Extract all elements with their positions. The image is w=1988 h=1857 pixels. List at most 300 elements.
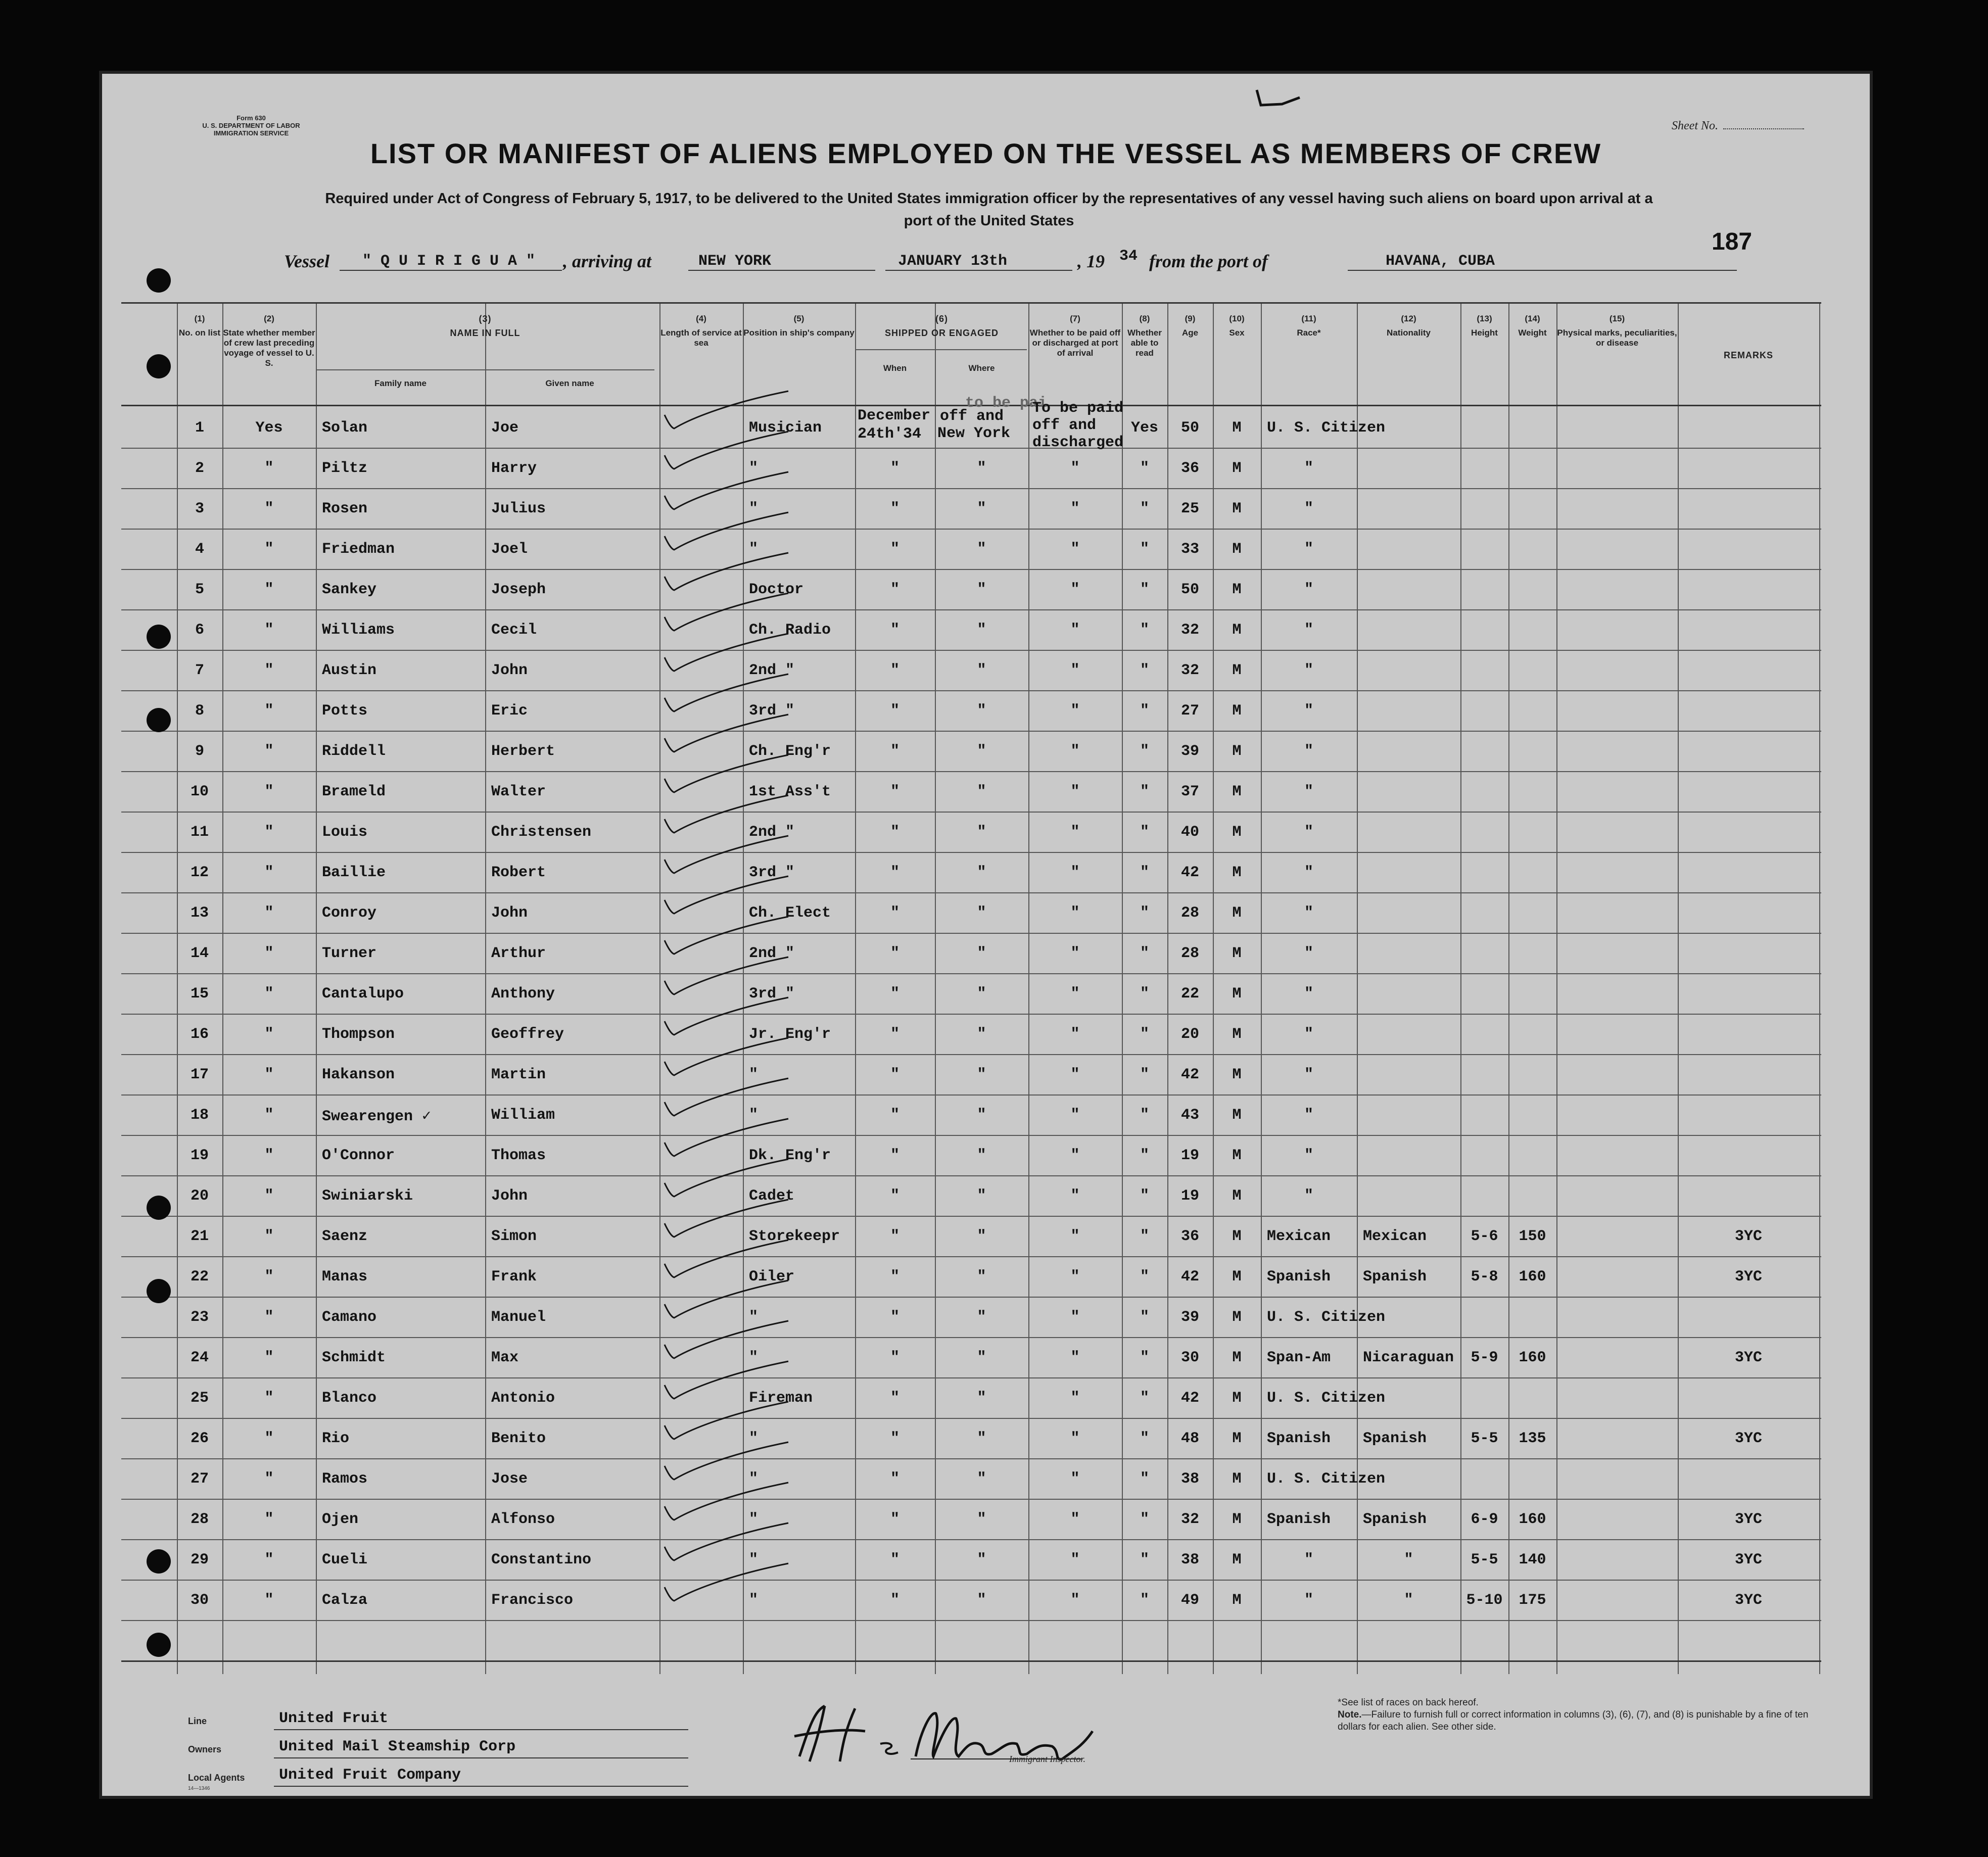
cell-shipped-where: " xyxy=(977,1430,986,1447)
cell-given-name: Walter xyxy=(491,783,546,800)
cell-age: 43 xyxy=(1180,1107,1199,1124)
tick-mark-icon xyxy=(662,670,793,716)
cell-able-to-read: " xyxy=(1140,1026,1149,1043)
cell-weight: 160 xyxy=(1519,1511,1546,1528)
cell-shipped-where: " xyxy=(977,945,986,962)
cell-remarks: 3YC xyxy=(1734,1349,1762,1366)
cell-weight: 140 xyxy=(1519,1551,1546,1568)
cell-able-to-read: " xyxy=(1140,702,1149,720)
cell-sex: M xyxy=(1232,1268,1242,1285)
row1-where-line2: New York xyxy=(937,425,1011,442)
cell-weight: 135 xyxy=(1519,1430,1546,1447)
cell-race: " xyxy=(1304,1592,1313,1609)
cell-shipped-when: " xyxy=(890,1511,900,1528)
cell-row-number: 30 xyxy=(190,1592,209,1609)
tick-mark-icon xyxy=(662,1438,793,1484)
cell-position: Ch. Elect xyxy=(749,904,831,922)
cell-shipped-where: " xyxy=(977,985,986,1003)
cell-shipped-where: " xyxy=(977,1349,986,1366)
cell-able-to-read: " xyxy=(1140,1390,1149,1407)
tick-mark-icon xyxy=(662,1034,793,1079)
cell-shipped-when: " xyxy=(890,622,900,639)
cell-paid-off: " xyxy=(1070,1228,1080,1245)
table-row xyxy=(121,488,1821,529)
col-header-race: (11) Race* xyxy=(1297,314,1321,338)
cell-age: 50 xyxy=(1180,419,1199,437)
cell-shipped-where: " xyxy=(977,1066,986,1083)
cell-paid-off: " xyxy=(1070,743,1080,760)
cell-shipped-when: " xyxy=(890,864,900,881)
tick-mark-icon xyxy=(662,791,793,837)
cell-race: Spanish xyxy=(1267,1430,1331,1447)
cell-paid-off: " xyxy=(1070,904,1080,922)
cell-given-name: Anthony xyxy=(491,985,555,1003)
cell-given-name: Francisco xyxy=(491,1592,574,1609)
tick-mark-icon xyxy=(662,508,793,554)
cell-row-number: 4 xyxy=(195,541,204,558)
subtitle-line-2: port of the United States xyxy=(904,213,1074,229)
cell-row-number: 3 xyxy=(195,500,204,517)
cell-row-number: 18 xyxy=(190,1107,209,1124)
tick-mark-icon xyxy=(662,1398,793,1443)
tick-mark-icon xyxy=(662,1155,793,1201)
cell-age: 39 xyxy=(1180,743,1199,760)
cell-given-name: John xyxy=(491,904,528,922)
cell-family-name: Swearengen ✓ xyxy=(322,1108,432,1125)
table-row xyxy=(121,448,1821,488)
cell-position: " xyxy=(749,1430,759,1447)
cell-shipped-where: " xyxy=(977,1147,986,1164)
punch-hole xyxy=(147,354,171,378)
service-name: IMMIGRATION SERVICE xyxy=(213,129,289,137)
cell-paid-off: " xyxy=(1070,864,1080,881)
cell-position: 3rd " xyxy=(749,985,795,1003)
tick-mark-icon xyxy=(662,427,793,473)
cell-able-to-read: " xyxy=(1140,1309,1149,1326)
subtitle xyxy=(168,187,1810,232)
cell-row-number: 26 xyxy=(190,1430,209,1447)
cell-race: Spanish xyxy=(1267,1511,1331,1528)
col-header-nationality: (12) Nationality xyxy=(1387,314,1431,338)
cell-able-to-read: " xyxy=(1140,824,1149,841)
row1-when-line2: 24th'34 xyxy=(858,425,922,443)
col-header-family-name: Family name xyxy=(374,378,427,388)
col-header-physical-marks: (15) Physical marks, peculiarities, or disease xyxy=(1557,314,1677,348)
cell-row-number: 17 xyxy=(190,1066,209,1083)
cell-family-name: Calza xyxy=(322,1592,368,1609)
cell-previous-voyage: " xyxy=(264,622,274,639)
cell-age: 49 xyxy=(1180,1592,1199,1609)
cell-able-to-read: " xyxy=(1140,864,1149,881)
local-agents-label: Local Agents xyxy=(188,1773,245,1783)
cell-position: Dk. Eng'r xyxy=(749,1147,831,1164)
cell-position: " xyxy=(749,1309,759,1326)
cell-row-number: 5 xyxy=(195,581,204,598)
cell-given-name: William xyxy=(491,1107,555,1124)
cell-paid-off: " xyxy=(1070,622,1080,639)
cell-previous-voyage: " xyxy=(264,662,274,679)
cell-family-name: Rosen xyxy=(322,500,368,517)
table-row xyxy=(121,1094,1821,1135)
cell-shipped-where: " xyxy=(977,1026,986,1043)
col-header-age: (9) Age xyxy=(1181,314,1199,338)
cell-previous-voyage: Yes xyxy=(255,419,283,437)
cell-nationality: " xyxy=(1404,1551,1413,1568)
cell-row-number: 12 xyxy=(190,864,209,881)
cell-weight: 150 xyxy=(1519,1228,1546,1245)
cell-sex: M xyxy=(1232,1066,1242,1083)
cell-paid-off: " xyxy=(1070,783,1080,800)
cell-age: 30 xyxy=(1180,1349,1199,1366)
cell-previous-voyage: " xyxy=(264,1309,274,1326)
cell-sex: M xyxy=(1232,541,1242,558)
tick-mark-icon xyxy=(662,549,793,594)
cell-row-number: 15 xyxy=(190,985,209,1003)
cell-previous-voyage: " xyxy=(264,1147,274,1164)
table-row xyxy=(121,1580,1821,1620)
cell-able-to-read: " xyxy=(1140,1430,1149,1447)
cell-age: 33 xyxy=(1180,541,1199,558)
table-row xyxy=(121,731,1821,771)
table-row xyxy=(121,1256,1821,1297)
cell-shipped-where: " xyxy=(977,500,986,517)
check-mark-icon xyxy=(1252,85,1307,115)
cell-position: " xyxy=(749,1349,759,1366)
cell-able-to-read: " xyxy=(1140,743,1149,760)
cell-shipped-where: " xyxy=(977,581,986,598)
cell-position: 1st Ass't xyxy=(749,783,831,800)
cell-race: " xyxy=(1304,904,1313,922)
cell-family-name: Solan xyxy=(322,419,368,437)
tick-mark-icon xyxy=(662,913,793,958)
cell-position: " xyxy=(749,1551,759,1568)
cell-able-to-read: " xyxy=(1140,1066,1149,1083)
cell-able-to-read: " xyxy=(1140,1470,1149,1488)
table-row xyxy=(121,771,1821,812)
cell-race: " xyxy=(1304,541,1313,558)
table-row xyxy=(121,1054,1821,1094)
cell-given-name: Constantino xyxy=(491,1551,592,1568)
cell-able-to-read: " xyxy=(1140,783,1149,800)
cell-shipped-where: " xyxy=(977,541,986,558)
cell-family-name: Blanco xyxy=(322,1390,377,1407)
cell-able-to-read: " xyxy=(1140,1147,1149,1164)
cell-race: " xyxy=(1304,500,1313,517)
cell-paid-off: " xyxy=(1070,1026,1080,1043)
cell-race: U. S. Citizen xyxy=(1267,419,1386,437)
cell-row-number: 8 xyxy=(195,702,204,720)
cell-height: 5-6 xyxy=(1471,1228,1498,1245)
cell-position: 2nd " xyxy=(749,824,795,841)
cell-age: 48 xyxy=(1180,1430,1199,1447)
cell-previous-voyage: " xyxy=(264,1066,274,1083)
cell-previous-voyage: " xyxy=(264,1228,274,1245)
cell-row-number: 7 xyxy=(195,662,204,679)
cell-shipped-when: " xyxy=(890,1187,900,1205)
cell-given-name: Alfonso xyxy=(491,1511,555,1528)
cell-age: 28 xyxy=(1180,945,1199,962)
cell-family-name: Brameld xyxy=(322,783,386,800)
cell-age: 37 xyxy=(1180,783,1199,800)
cell-previous-voyage: " xyxy=(264,904,274,922)
table-row xyxy=(121,1418,1821,1458)
cell-position: " xyxy=(749,1511,759,1528)
cell-height: 5-5 xyxy=(1471,1430,1498,1447)
cell-race: " xyxy=(1304,581,1313,598)
table-row xyxy=(121,892,1821,933)
cell-height: 5-8 xyxy=(1471,1268,1498,1285)
cell-remarks: 3YC xyxy=(1734,1228,1762,1245)
cell-sex: M xyxy=(1232,419,1242,437)
footer-note xyxy=(1338,1697,1833,1733)
cell-previous-voyage: " xyxy=(264,1268,274,1285)
cell-race: " xyxy=(1304,460,1313,477)
cell-sex: M xyxy=(1232,904,1242,922)
cell-family-name: Cueli xyxy=(322,1551,368,1568)
cell-previous-voyage: " xyxy=(264,1470,274,1488)
cell-family-name: Sankey xyxy=(322,581,377,598)
cell-family-name: Louis xyxy=(322,824,368,841)
cell-position: Ch. Eng'r xyxy=(749,743,831,760)
table-row xyxy=(121,933,1821,973)
cell-shipped-when: " xyxy=(890,743,900,760)
cell-able-to-read: Yes xyxy=(1130,419,1158,437)
cell-weight: 175 xyxy=(1519,1592,1546,1609)
cell-family-name: Camano xyxy=(322,1309,377,1326)
cell-family-name: O'Connor xyxy=(322,1147,395,1164)
cell-race: Span-Am xyxy=(1267,1349,1331,1366)
vessel-line xyxy=(284,248,1800,276)
cell-age: 42 xyxy=(1180,1066,1199,1083)
cell-previous-voyage: " xyxy=(264,581,274,598)
vessel-label: Vessel xyxy=(284,251,329,271)
table-row xyxy=(121,1216,1821,1256)
cell-previous-voyage: " xyxy=(264,702,274,720)
table-row xyxy=(121,1499,1821,1539)
cell-race: " xyxy=(1304,1107,1313,1124)
cell-given-name: John xyxy=(491,662,528,679)
cell-able-to-read: " xyxy=(1140,1349,1149,1366)
punch-hole xyxy=(147,1549,171,1574)
form-info xyxy=(168,114,335,137)
cell-race: " xyxy=(1304,945,1313,962)
table-row xyxy=(121,812,1821,852)
cell-age: 19 xyxy=(1180,1147,1199,1164)
cell-race: " xyxy=(1304,1147,1313,1164)
race-note: *See list of races on back hereof. xyxy=(1338,1697,1479,1708)
cell-position: 2nd " xyxy=(749,662,795,679)
cell-previous-voyage: " xyxy=(264,1511,274,1528)
cell-shipped-when: " xyxy=(890,500,900,517)
cell-shipped-where: " xyxy=(977,622,986,639)
cell-able-to-read: " xyxy=(1140,662,1149,679)
tick-mark-icon xyxy=(662,1357,793,1403)
cell-able-to-read: " xyxy=(1140,1268,1149,1285)
cell-row-number: 6 xyxy=(195,622,204,639)
cell-age: 42 xyxy=(1180,864,1199,881)
cell-position: " xyxy=(749,1107,759,1124)
cell-race: " xyxy=(1304,1551,1313,1568)
tick-mark-icon xyxy=(662,1236,793,1281)
cell-row-number: 27 xyxy=(190,1470,209,1488)
cell-previous-voyage: " xyxy=(264,824,274,841)
cell-race: U. S. Citizen xyxy=(1267,1390,1386,1407)
punch-hole xyxy=(147,268,171,293)
cell-previous-voyage: " xyxy=(264,1430,274,1447)
cell-position: " xyxy=(749,500,759,517)
cell-shipped-when: " xyxy=(890,1349,900,1366)
cell-shipped-where: " xyxy=(977,1390,986,1407)
cell-age: 42 xyxy=(1180,1268,1199,1285)
cell-shipped-when: " xyxy=(890,702,900,720)
cell-row-number: 29 xyxy=(190,1551,209,1568)
cell-sex: M xyxy=(1232,1107,1242,1124)
cell-age: 28 xyxy=(1180,904,1199,922)
table-row xyxy=(121,1539,1821,1580)
cell-previous-voyage: " xyxy=(264,985,274,1003)
cell-shipped-when: " xyxy=(890,824,900,841)
cell-shipped-where: " xyxy=(977,702,986,720)
cell-given-name: Herbert xyxy=(491,743,555,760)
tick-mark-icon xyxy=(662,1276,793,1322)
cell-row-number: 20 xyxy=(190,1187,209,1205)
cell-paid-off: " xyxy=(1070,460,1080,477)
cell-family-name: Hakanson xyxy=(322,1066,395,1083)
cell-position: Musician xyxy=(749,419,822,437)
cell-height: 5-5 xyxy=(1471,1551,1498,1568)
cell-shipped-when: " xyxy=(890,460,900,477)
cell-race: Mexican xyxy=(1267,1228,1331,1245)
cell-remarks: 3YC xyxy=(1734,1551,1762,1568)
table-row xyxy=(121,1458,1821,1499)
cell-given-name: Thomas xyxy=(491,1147,546,1164)
cell-position: " xyxy=(749,1066,759,1083)
cell-given-name: Benito xyxy=(491,1430,546,1447)
cell-previous-voyage: " xyxy=(264,1551,274,1568)
cell-sex: M xyxy=(1232,1592,1242,1609)
cell-shipped-where: " xyxy=(977,783,986,800)
cell-previous-voyage: " xyxy=(264,864,274,881)
cell-age: 36 xyxy=(1180,460,1199,477)
col-header-height: (13) Height xyxy=(1471,314,1498,338)
cell-shipped-where: " xyxy=(977,1107,986,1124)
cell-row-number: 10 xyxy=(190,783,209,800)
cell-previous-voyage: " xyxy=(264,783,274,800)
cell-given-name: Christensen xyxy=(491,824,592,841)
cell-given-name: Joel xyxy=(491,541,528,558)
cell-given-name: Eric xyxy=(491,702,528,720)
footer xyxy=(102,1681,1870,1802)
row1-where-line1: off and xyxy=(940,408,1004,425)
cell-position: " xyxy=(749,460,759,477)
cell-race: Spanish xyxy=(1267,1268,1331,1285)
cell-paid-off: " xyxy=(1070,1430,1080,1447)
cell-shipped-when: " xyxy=(890,1026,900,1043)
cell-nationality: Spanish xyxy=(1363,1268,1427,1285)
col-header-weight: (14) Weight xyxy=(1518,314,1547,338)
cell-paid-off: " xyxy=(1070,1390,1080,1407)
cell-able-to-read: " xyxy=(1140,1511,1149,1528)
cell-paid-off: " xyxy=(1070,581,1080,598)
tick-mark-icon xyxy=(662,1317,793,1362)
cell-position: Ch. Radio xyxy=(749,622,831,639)
col-header-where: Where xyxy=(968,363,995,373)
tick-mark-icon xyxy=(662,1115,793,1160)
page-title: LIST OR MANIFEST OF ALIENS EMPLOYED ON THE VESSEL AS MEMBERS OF CREW xyxy=(370,137,1602,169)
row1-paid-line2: off and xyxy=(1032,417,1097,434)
cell-sex: M xyxy=(1232,945,1242,962)
cell-age: 42 xyxy=(1180,1390,1199,1407)
tick-mark-icon xyxy=(662,872,793,918)
form-number: Form 630 xyxy=(236,114,266,122)
cell-age: 27 xyxy=(1180,702,1199,720)
cell-paid-off: " xyxy=(1070,1187,1080,1205)
cell-row-number: 16 xyxy=(190,1026,209,1043)
cell-family-name: Austin xyxy=(322,662,377,679)
cell-given-name: Joe xyxy=(491,419,519,437)
cell-sex: M xyxy=(1232,1147,1242,1164)
cell-shipped-when: " xyxy=(890,581,900,598)
owners-label: Owners xyxy=(188,1744,222,1754)
cell-age: 32 xyxy=(1180,622,1199,639)
cell-row-number: 1 xyxy=(195,419,204,437)
cell-race: " xyxy=(1304,743,1313,760)
row1-when-line1: December xyxy=(858,407,931,424)
cell-previous-voyage: " xyxy=(264,500,274,517)
cell-row-number: 28 xyxy=(190,1511,209,1528)
cell-given-name: Harry xyxy=(491,460,537,477)
tick-mark-icon xyxy=(662,1519,793,1564)
cell-shipped-where: " xyxy=(977,662,986,679)
cell-shipped-where: " xyxy=(977,904,986,922)
cell-previous-voyage: " xyxy=(264,1107,274,1124)
col-header-length-service: (4) Length of service at sea xyxy=(660,314,742,348)
table-row xyxy=(121,529,1821,569)
cell-sex: M xyxy=(1232,1349,1242,1366)
cell-family-name: Riddell xyxy=(322,743,386,760)
cell-able-to-read: " xyxy=(1140,945,1149,962)
year-prefix: , 19 xyxy=(1077,251,1105,271)
cell-family-name: Friedman xyxy=(322,541,395,558)
cell-given-name: John xyxy=(491,1187,528,1205)
cell-race: " xyxy=(1304,1066,1313,1083)
table-row xyxy=(121,690,1821,731)
col-header-prev-voyage: (2) State whether member of crew last preceding voyage of vessel to U. S. xyxy=(223,314,315,368)
cell-position: " xyxy=(749,1592,759,1609)
cell-sex: M xyxy=(1232,622,1242,639)
tick-mark-icon xyxy=(662,1479,793,1524)
line-label: Line xyxy=(188,1716,207,1726)
cell-family-name: Baillie xyxy=(322,864,386,881)
cell-shipped-when: " xyxy=(890,1551,900,1568)
cell-position: 2nd " xyxy=(749,945,795,962)
cell-family-name: Saenz xyxy=(322,1228,368,1245)
cell-height: 5-10 xyxy=(1466,1592,1503,1609)
cell-row-number: 19 xyxy=(190,1147,209,1164)
tick-mark-icon xyxy=(662,710,793,756)
cell-race: " xyxy=(1304,985,1313,1003)
cell-sex: M xyxy=(1232,743,1242,760)
cell-previous-voyage: " xyxy=(264,1349,274,1366)
cell-shipped-when: " xyxy=(890,783,900,800)
cell-given-name: Robert xyxy=(491,864,546,881)
cell-sex: M xyxy=(1232,1430,1242,1447)
cell-paid-off: " xyxy=(1070,1147,1080,1164)
cell-shipped-when: " xyxy=(890,1147,900,1164)
punch-hole xyxy=(147,708,171,732)
cell-able-to-read: " xyxy=(1140,622,1149,639)
cell-age: 19 xyxy=(1180,1187,1199,1205)
